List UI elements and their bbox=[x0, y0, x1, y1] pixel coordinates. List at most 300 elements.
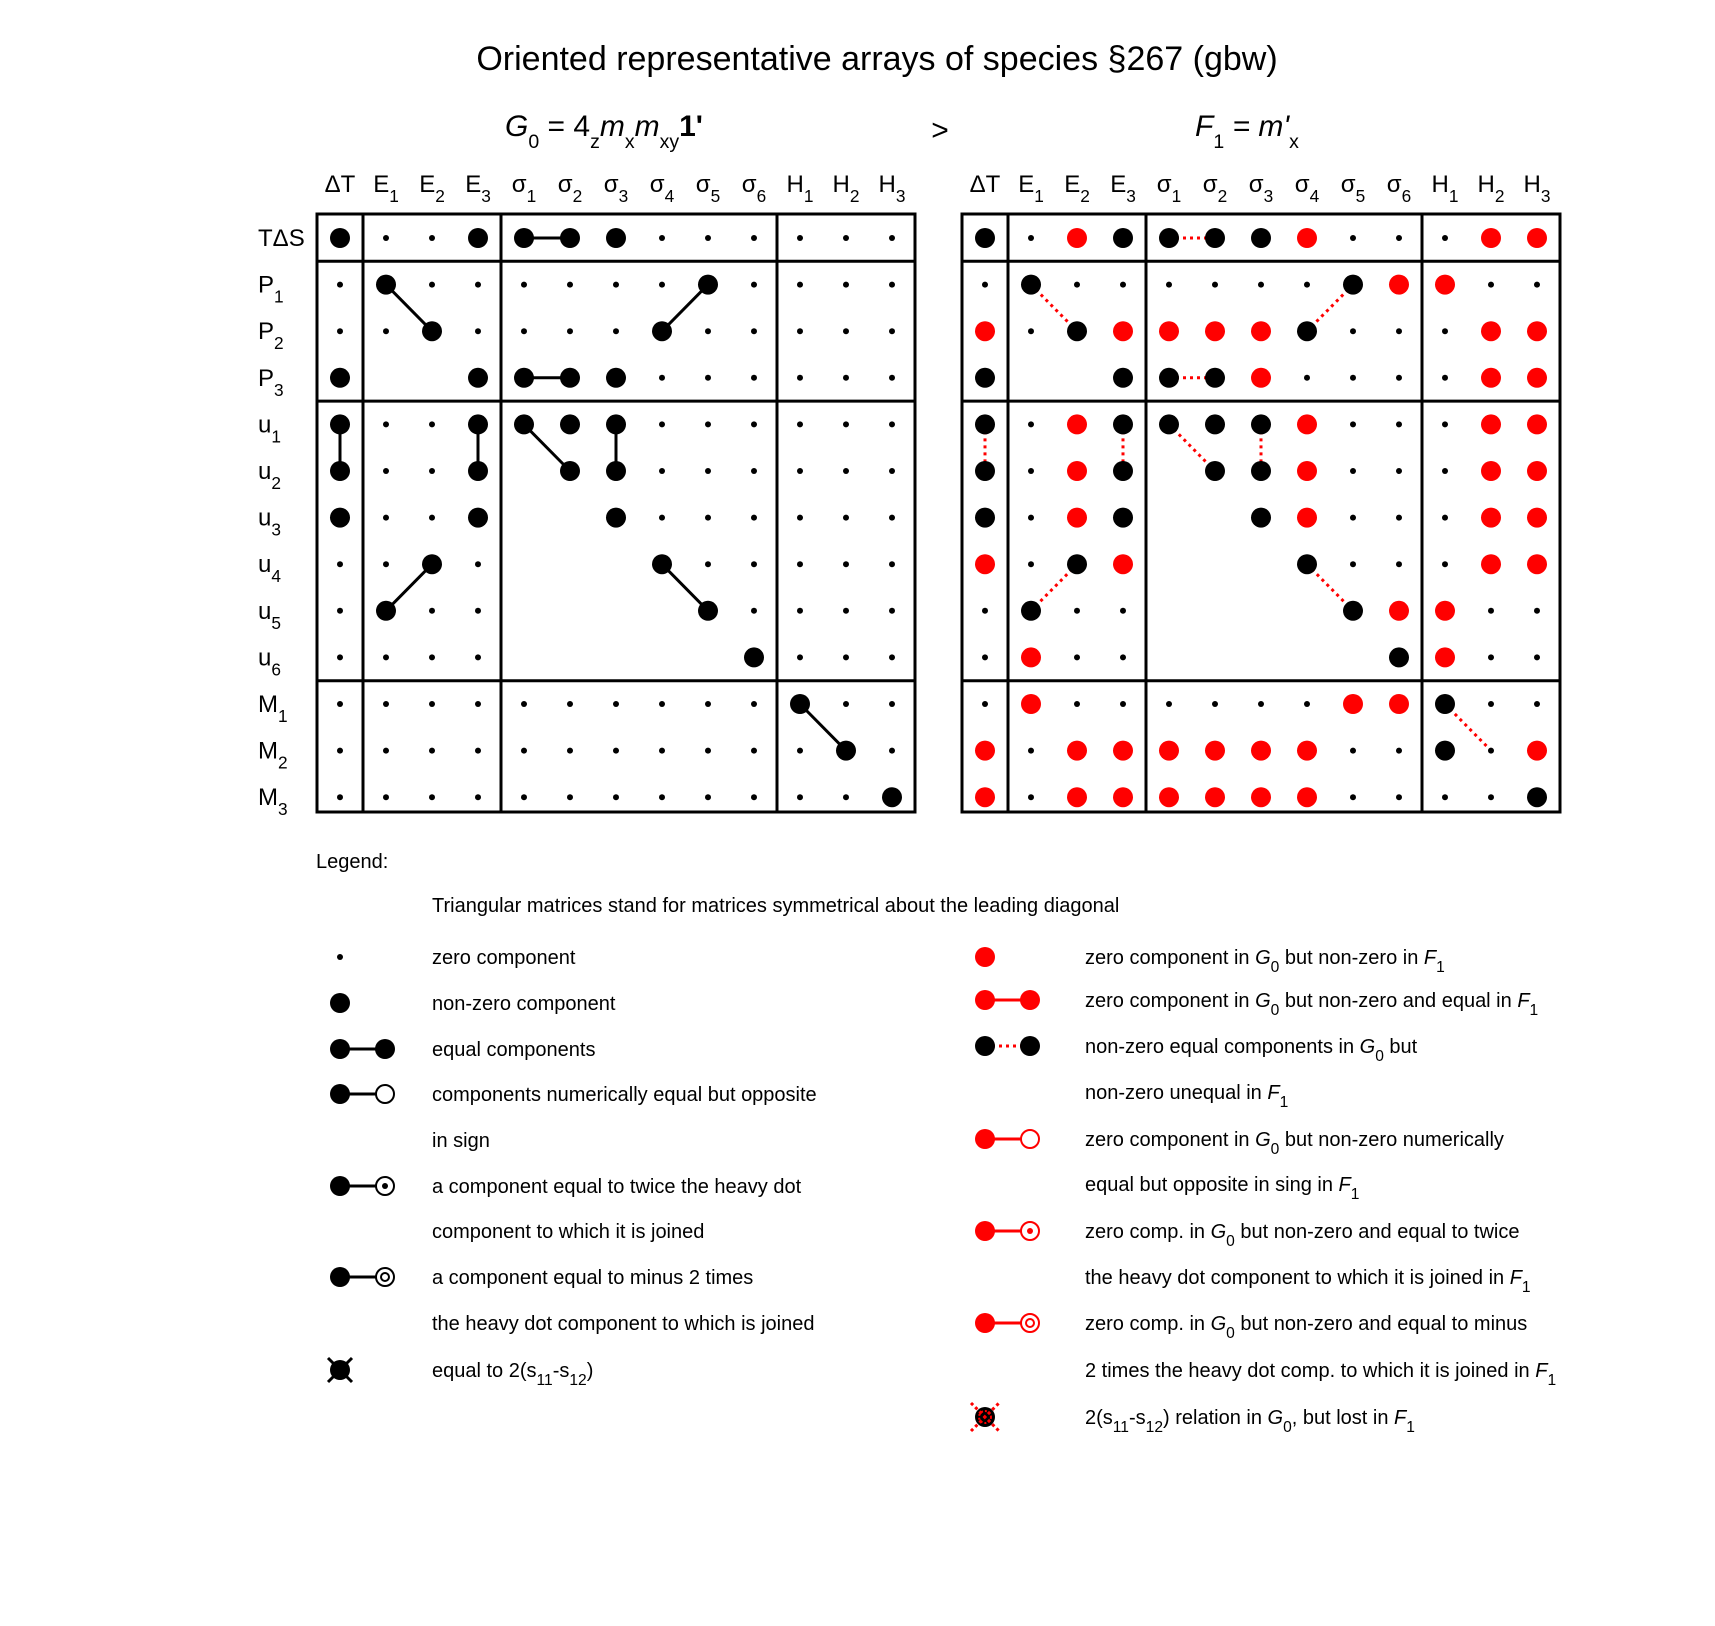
zero-component bbox=[889, 282, 895, 288]
column-label: $H_3$ bbox=[878, 171, 906, 206]
zero-component bbox=[613, 282, 619, 288]
new-nonzero-component bbox=[1067, 508, 1087, 528]
zero-component bbox=[1488, 794, 1494, 800]
zero-component bbox=[705, 421, 711, 427]
zero-component bbox=[1488, 748, 1494, 754]
legend-symbol-minus2 bbox=[330, 1267, 394, 1287]
nonzero-component bbox=[468, 414, 488, 434]
zero-component bbox=[475, 328, 481, 334]
zero-component bbox=[1442, 561, 1448, 567]
zero-component bbox=[843, 794, 849, 800]
nonzero-component bbox=[1251, 461, 1271, 481]
zero-component bbox=[982, 282, 988, 288]
new-nonzero-component bbox=[1067, 461, 1087, 481]
row-label: $u_2$ bbox=[258, 458, 281, 493]
nonzero-component bbox=[882, 787, 902, 807]
new-nonzero-component bbox=[1389, 601, 1409, 621]
column-label: $\sigma_3$ bbox=[603, 171, 629, 206]
zero-component bbox=[383, 421, 389, 427]
new-nonzero-component bbox=[1297, 508, 1317, 528]
matrix-g0 bbox=[258, 171, 915, 819]
new-nonzero-component bbox=[1067, 741, 1087, 761]
legend-symbol-red-opp bbox=[975, 1129, 1039, 1149]
zero-component bbox=[521, 282, 527, 288]
zero-component bbox=[889, 235, 895, 241]
zero-component bbox=[797, 421, 803, 427]
zero-component bbox=[567, 701, 573, 707]
nonzero-component bbox=[652, 554, 672, 574]
new-nonzero-component bbox=[1527, 321, 1547, 341]
zero-component bbox=[383, 235, 389, 241]
row-label: $P_1$ bbox=[258, 271, 284, 307]
zero-component bbox=[659, 375, 665, 381]
new-nonzero-component bbox=[1435, 601, 1455, 621]
zero-component bbox=[1120, 654, 1126, 660]
new-nonzero-component bbox=[1159, 321, 1179, 341]
new-nonzero-component bbox=[1297, 461, 1317, 481]
column-label: $E_3$ bbox=[1110, 171, 1136, 206]
nonzero-component bbox=[606, 508, 626, 528]
zero-component bbox=[429, 608, 435, 614]
legend-right-text: zero component in $G_0$ but non-zero in $F_1$ bbox=[1085, 947, 1445, 976]
new-nonzero-component bbox=[1113, 787, 1133, 807]
nonzero-component bbox=[1435, 694, 1455, 714]
zero-component bbox=[475, 282, 481, 288]
zero-component bbox=[567, 282, 573, 288]
new-nonzero-component bbox=[1297, 787, 1317, 807]
row-label: $P_2$ bbox=[258, 318, 284, 354]
zero-component bbox=[521, 701, 527, 707]
legend-right-text: the heavy dot component to which it is joined in $F_1$ bbox=[1085, 1267, 1531, 1296]
nonzero-component bbox=[1113, 414, 1133, 434]
zero-component bbox=[751, 515, 757, 521]
nonzero-component bbox=[1159, 228, 1179, 248]
zero-component bbox=[1442, 421, 1448, 427]
nonzero-component bbox=[1343, 275, 1363, 295]
zero-component bbox=[843, 421, 849, 427]
legend-left-text: non-zero component bbox=[432, 993, 616, 1015]
zero-component bbox=[843, 328, 849, 334]
nonzero-component bbox=[975, 414, 995, 434]
column-label: $\sigma_1$ bbox=[1156, 171, 1182, 206]
legend-left-text: the heavy dot component to which is joined bbox=[432, 1313, 815, 1335]
legend-left-text: equal components bbox=[432, 1039, 596, 1061]
zero-component bbox=[613, 701, 619, 707]
nonzero-component bbox=[1113, 508, 1133, 528]
zero-component bbox=[567, 328, 573, 334]
nonzero-component bbox=[560, 368, 580, 388]
zero-component bbox=[1028, 561, 1034, 567]
new-nonzero-component bbox=[1481, 414, 1501, 434]
zero-component bbox=[659, 421, 665, 427]
nonzero-component bbox=[1251, 228, 1271, 248]
zero-component bbox=[1258, 701, 1264, 707]
nonzero-component bbox=[1205, 461, 1225, 481]
zero-component bbox=[383, 701, 389, 707]
zero-component bbox=[1396, 375, 1402, 381]
zero-component bbox=[337, 608, 343, 614]
legend-symbol-opposite bbox=[330, 1084, 394, 1104]
zero-component bbox=[659, 748, 665, 754]
new-nonzero-component bbox=[1159, 787, 1179, 807]
zero-component bbox=[383, 794, 389, 800]
zero-component bbox=[429, 515, 435, 521]
zero-component bbox=[613, 794, 619, 800]
zero-component bbox=[705, 235, 711, 241]
row-label: $M_1$ bbox=[258, 691, 288, 726]
nonzero-component bbox=[606, 461, 626, 481]
nonzero-component bbox=[376, 275, 396, 295]
legend bbox=[316, 851, 1556, 1436]
nonzero-component bbox=[1343, 601, 1363, 621]
zero-component bbox=[843, 561, 849, 567]
zero-component bbox=[383, 468, 389, 474]
nonzero-component bbox=[1159, 414, 1179, 434]
nonzero-component bbox=[468, 228, 488, 248]
column-label: $\sigma_2$ bbox=[557, 171, 583, 206]
zero-component bbox=[1396, 561, 1402, 567]
nonzero-component bbox=[468, 461, 488, 481]
zero-component bbox=[429, 654, 435, 660]
column-label: $H_3$ bbox=[1523, 171, 1551, 206]
new-nonzero-component bbox=[975, 321, 995, 341]
zero-component bbox=[705, 375, 711, 381]
zero-component bbox=[383, 654, 389, 660]
g0-formula: $G_0 = 4_zm_xm_{xy}1'$ bbox=[505, 110, 703, 153]
zero-component bbox=[383, 515, 389, 521]
new-nonzero-component bbox=[1113, 741, 1133, 761]
nonzero-component bbox=[744, 647, 764, 667]
zero-component bbox=[843, 608, 849, 614]
zero-component bbox=[337, 701, 343, 707]
zero-component bbox=[1212, 701, 1218, 707]
zero-component bbox=[521, 748, 527, 754]
column-label: $H_2$ bbox=[832, 171, 860, 206]
zero-component bbox=[751, 608, 757, 614]
zero-component bbox=[659, 468, 665, 474]
zero-component bbox=[982, 654, 988, 660]
zero-component bbox=[1166, 282, 1172, 288]
zero-component bbox=[337, 748, 343, 754]
legend-symbol-red-twice bbox=[975, 1221, 1039, 1241]
zero-component bbox=[429, 748, 435, 754]
new-nonzero-component bbox=[1389, 694, 1409, 714]
zero-component bbox=[429, 282, 435, 288]
zero-component bbox=[705, 561, 711, 567]
nonzero-component bbox=[330, 461, 350, 481]
zero-component bbox=[1304, 282, 1310, 288]
zero-component bbox=[1350, 748, 1356, 754]
column-label: ΔT bbox=[324, 171, 356, 198]
new-nonzero-component bbox=[1021, 647, 1041, 667]
new-nonzero-component bbox=[1481, 508, 1501, 528]
zero-component bbox=[1028, 421, 1034, 427]
zero-component bbox=[705, 515, 711, 521]
zero-component bbox=[1350, 468, 1356, 474]
zero-component bbox=[982, 701, 988, 707]
zero-component bbox=[475, 748, 481, 754]
zero-component bbox=[1350, 561, 1356, 567]
zero-component bbox=[1212, 282, 1218, 288]
legend-right-text: equal but opposite in sing in $F_1$ bbox=[1085, 1174, 1360, 1203]
column-label: $\sigma_5$ bbox=[1340, 171, 1366, 206]
zero-component bbox=[1396, 515, 1402, 521]
legend-right-text: zero comp. in $G_0$ but non-zero and equal to minus bbox=[1085, 1313, 1528, 1342]
new-nonzero-component bbox=[1067, 414, 1087, 434]
zero-component bbox=[1028, 515, 1034, 521]
zero-component bbox=[1350, 235, 1356, 241]
nonzero-component bbox=[1297, 321, 1317, 341]
new-nonzero-component bbox=[1251, 787, 1271, 807]
column-label: $E_2$ bbox=[1064, 171, 1090, 206]
nonzero-component bbox=[1067, 321, 1087, 341]
matrix-f1 bbox=[962, 171, 1560, 812]
zero-component bbox=[843, 375, 849, 381]
zero-component bbox=[1442, 375, 1448, 381]
legend-symbol-red-minus2 bbox=[975, 1313, 1039, 1333]
new-nonzero-component bbox=[1435, 275, 1455, 295]
nonzero-component bbox=[330, 228, 350, 248]
nonzero-component bbox=[1067, 554, 1087, 574]
zero-component bbox=[383, 748, 389, 754]
zero-component bbox=[843, 515, 849, 521]
new-nonzero-component bbox=[1113, 554, 1133, 574]
nonzero-component bbox=[514, 414, 534, 434]
nonzero-component bbox=[698, 275, 718, 295]
zero-component bbox=[1304, 701, 1310, 707]
legend-left-text: component to which it is joined bbox=[432, 1221, 705, 1243]
zero-component bbox=[1074, 701, 1080, 707]
zero-component bbox=[705, 701, 711, 707]
zero-component bbox=[659, 515, 665, 521]
group-headers bbox=[505, 110, 1299, 153]
zero-component bbox=[1350, 421, 1356, 427]
new-nonzero-component bbox=[1481, 228, 1501, 248]
new-nonzero-component bbox=[1251, 368, 1271, 388]
relation-symbol: > bbox=[931, 114, 949, 147]
zero-component bbox=[1120, 701, 1126, 707]
zero-component bbox=[889, 608, 895, 614]
zero-component bbox=[1120, 282, 1126, 288]
zero-component bbox=[429, 421, 435, 427]
new-nonzero-component bbox=[1481, 321, 1501, 341]
nonzero-component bbox=[560, 228, 580, 248]
column-label: $E_1$ bbox=[1018, 171, 1044, 206]
zero-component bbox=[613, 748, 619, 754]
zero-component bbox=[797, 235, 803, 241]
zero-component bbox=[1074, 608, 1080, 614]
legend-symbol-red bbox=[975, 947, 995, 967]
zero-component bbox=[1396, 794, 1402, 800]
new-nonzero-component bbox=[1021, 694, 1041, 714]
zero-component bbox=[1534, 608, 1540, 614]
zero-component bbox=[797, 608, 803, 614]
zero-component bbox=[429, 701, 435, 707]
nonzero-component bbox=[376, 601, 396, 621]
legend-symbol-nonzero bbox=[330, 993, 350, 1013]
zero-component bbox=[1028, 748, 1034, 754]
nonzero-component bbox=[468, 508, 488, 528]
new-nonzero-component bbox=[1527, 414, 1547, 434]
zero-component bbox=[1442, 468, 1448, 474]
new-nonzero-component bbox=[1389, 275, 1409, 295]
nonzero-component bbox=[330, 368, 350, 388]
zero-component bbox=[659, 794, 665, 800]
zero-component bbox=[659, 701, 665, 707]
legend-heading: Legend: bbox=[316, 851, 389, 873]
nonzero-component bbox=[1435, 741, 1455, 761]
nonzero-component bbox=[606, 368, 626, 388]
row-label: $u_5$ bbox=[258, 597, 281, 633]
zero-component bbox=[337, 328, 343, 334]
nonzero-component bbox=[652, 321, 672, 341]
new-nonzero-component bbox=[1435, 647, 1455, 667]
new-nonzero-component bbox=[1067, 228, 1087, 248]
zero-component bbox=[429, 468, 435, 474]
row-label: $u_1$ bbox=[258, 411, 281, 447]
zero-component bbox=[1534, 654, 1540, 660]
nonzero-component bbox=[1021, 601, 1041, 621]
zero-component bbox=[383, 328, 389, 334]
column-label: $\sigma_6$ bbox=[741, 171, 767, 206]
new-nonzero-component bbox=[1297, 741, 1317, 761]
legend-left-text: a component equal to twice the heavy dot bbox=[432, 1176, 802, 1198]
column-label: $H_1$ bbox=[786, 171, 814, 206]
zero-component bbox=[889, 515, 895, 521]
nonzero-component bbox=[1113, 461, 1133, 481]
new-nonzero-component bbox=[1481, 368, 1501, 388]
zero-component bbox=[705, 468, 711, 474]
zero-component bbox=[1028, 794, 1034, 800]
new-nonzero-component bbox=[1205, 321, 1225, 341]
nonzero-component bbox=[790, 694, 810, 714]
new-nonzero-component bbox=[1251, 741, 1271, 761]
zero-component bbox=[751, 282, 757, 288]
zero-component bbox=[889, 375, 895, 381]
nonzero-component bbox=[606, 414, 626, 434]
zero-component bbox=[337, 561, 343, 567]
zero-component bbox=[751, 421, 757, 427]
new-nonzero-component bbox=[1297, 228, 1317, 248]
new-nonzero-component bbox=[1343, 694, 1363, 714]
zero-component bbox=[797, 468, 803, 474]
zero-component bbox=[1396, 468, 1402, 474]
row-label: $u_3$ bbox=[258, 504, 281, 540]
zero-component bbox=[1028, 328, 1034, 334]
new-nonzero-component bbox=[1481, 461, 1501, 481]
zero-component bbox=[797, 748, 803, 754]
nonzero-component bbox=[1389, 647, 1409, 667]
legend-right-text: zero component in $G_0$ but non-zero and equal in $F_1$ bbox=[1085, 990, 1539, 1019]
row-label: TΔS bbox=[258, 225, 305, 252]
nonzero-component bbox=[468, 368, 488, 388]
nonzero-component bbox=[560, 461, 580, 481]
zero-component bbox=[1488, 282, 1494, 288]
zero-component bbox=[797, 515, 803, 521]
nonzero-component bbox=[1251, 508, 1271, 528]
nonzero-component bbox=[1113, 228, 1133, 248]
zero-component bbox=[751, 375, 757, 381]
zero-component bbox=[659, 235, 665, 241]
new-nonzero-component bbox=[975, 554, 995, 574]
zero-component bbox=[843, 701, 849, 707]
zero-component bbox=[1028, 468, 1034, 474]
nonzero-component bbox=[1251, 414, 1271, 434]
zero-component bbox=[475, 608, 481, 614]
zero-component bbox=[383, 561, 389, 567]
column-label: $E_2$ bbox=[419, 171, 445, 206]
row-label: $M_3$ bbox=[258, 784, 288, 820]
legend-symbol-cross bbox=[328, 1358, 352, 1382]
zero-component bbox=[475, 794, 481, 800]
column-label: $H_1$ bbox=[1431, 171, 1459, 206]
legend-left-text: components numerically equal but opposite bbox=[432, 1084, 817, 1106]
zero-component bbox=[751, 468, 757, 474]
zero-component bbox=[1120, 608, 1126, 614]
zero-component bbox=[797, 561, 803, 567]
new-nonzero-component bbox=[975, 741, 995, 761]
zero-component bbox=[1442, 515, 1448, 521]
zero-component bbox=[797, 654, 803, 660]
zero-component bbox=[889, 328, 895, 334]
new-nonzero-component bbox=[1527, 228, 1547, 248]
zero-component bbox=[1442, 794, 1448, 800]
new-nonzero-component bbox=[1527, 508, 1547, 528]
nonzero-component bbox=[1205, 228, 1225, 248]
legend-symbol-lost-equal bbox=[975, 1036, 1040, 1056]
legend-symbol-twice bbox=[330, 1176, 394, 1196]
zero-component bbox=[1258, 282, 1264, 288]
nonzero-component bbox=[975, 228, 995, 248]
legend-right-text: $2(s_{11}-s_{12})$ relation in $G_0$, but lost in $F_1$ bbox=[1085, 1407, 1415, 1436]
zero-component bbox=[475, 561, 481, 567]
nonzero-component bbox=[330, 414, 350, 434]
zero-component bbox=[1396, 748, 1402, 754]
new-nonzero-component bbox=[1113, 321, 1133, 341]
zero-component bbox=[797, 282, 803, 288]
nonzero-component bbox=[514, 368, 534, 388]
zero-component bbox=[1350, 794, 1356, 800]
zero-component bbox=[751, 561, 757, 567]
zero-component bbox=[1396, 328, 1402, 334]
zero-component bbox=[1028, 235, 1034, 241]
column-label: $\sigma_4$ bbox=[649, 171, 675, 206]
zero-component bbox=[1488, 654, 1494, 660]
zero-component bbox=[705, 328, 711, 334]
zero-component bbox=[1350, 328, 1356, 334]
column-label: $\sigma_6$ bbox=[1386, 171, 1412, 206]
zero-component bbox=[429, 235, 435, 241]
column-label: $\sigma_3$ bbox=[1248, 171, 1274, 206]
zero-component bbox=[889, 654, 895, 660]
zero-component bbox=[475, 701, 481, 707]
legend-right-text: zero comp. in $G_0$ but non-zero and equal to twice bbox=[1085, 1221, 1520, 1250]
zero-component bbox=[1442, 328, 1448, 334]
legend-right-text: non-zero unequal in $F_1$ bbox=[1085, 1082, 1289, 1111]
zero-component bbox=[521, 328, 527, 334]
new-nonzero-component bbox=[1527, 741, 1547, 761]
zero-component bbox=[1534, 701, 1540, 707]
legend-left-text: zero component bbox=[432, 947, 576, 969]
nonzero-component bbox=[422, 554, 442, 574]
new-nonzero-component bbox=[1527, 554, 1547, 574]
zero-component bbox=[1166, 701, 1172, 707]
new-nonzero-component bbox=[1251, 321, 1271, 341]
zero-component bbox=[889, 468, 895, 474]
nonzero-component bbox=[975, 461, 995, 481]
f1-formula: $F_1 = m'_x$ bbox=[1195, 110, 1299, 153]
nonzero-component bbox=[1205, 414, 1225, 434]
